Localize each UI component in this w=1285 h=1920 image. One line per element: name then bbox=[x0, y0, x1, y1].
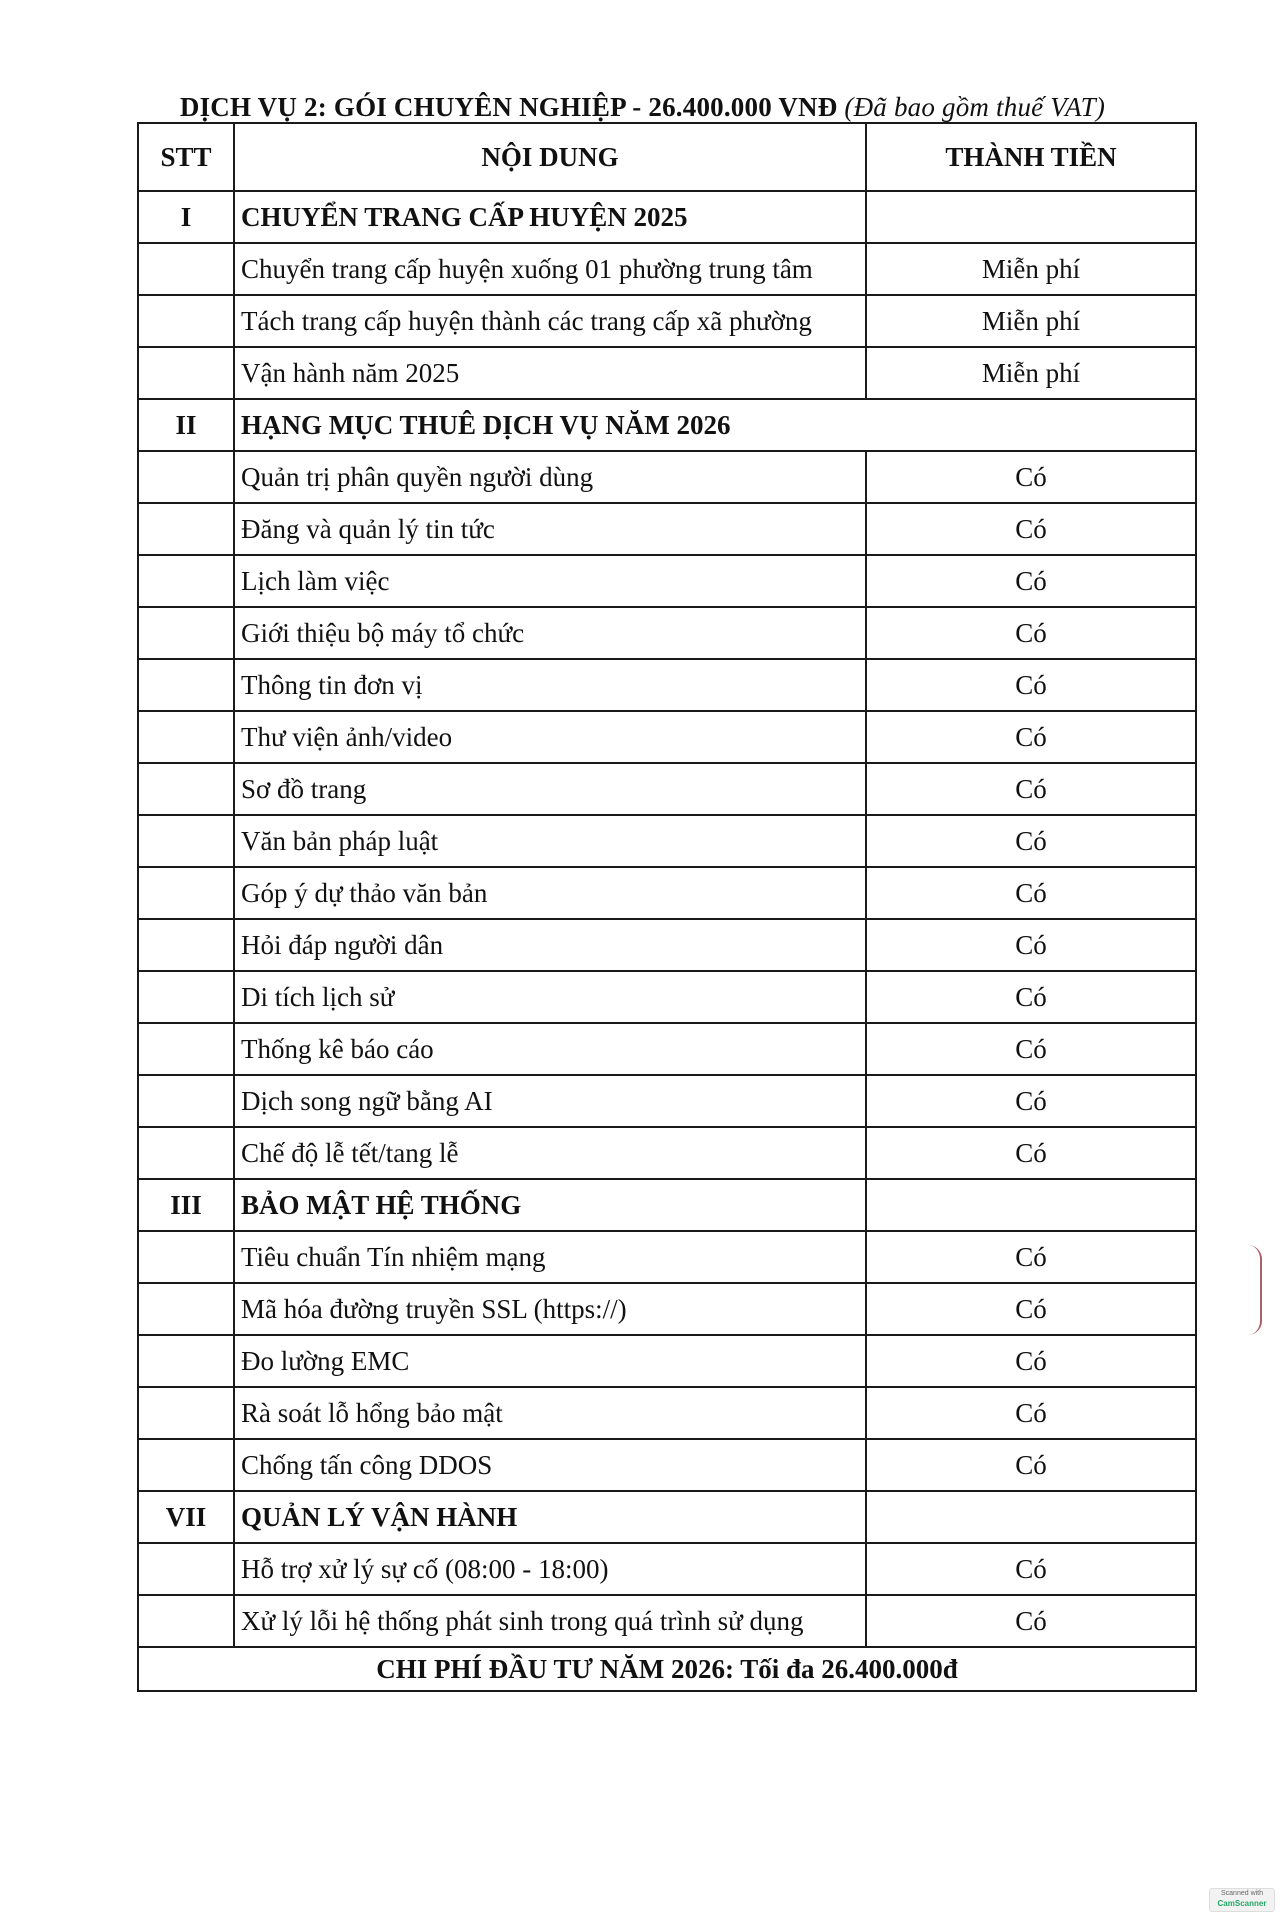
row-content: Chuyển trang cấp huyện xuống 01 phường trung tâm bbox=[234, 243, 866, 295]
row-price: Có bbox=[866, 867, 1196, 919]
row-content: Tiêu chuẩn Tín nhiệm mạng bbox=[234, 1231, 866, 1283]
row-content: Rà soát lỗ hổng bảo mật bbox=[234, 1387, 866, 1439]
table-row bbox=[138, 1075, 1196, 1127]
row-content: Giới thiệu bộ máy tổ chức bbox=[234, 607, 866, 659]
row-content: Chế độ lễ tết/tang lễ bbox=[234, 1127, 866, 1179]
table-header-row bbox=[138, 123, 1196, 191]
row-content: Mã hóa đường truyền SSL (https://) bbox=[234, 1283, 866, 1335]
table-row bbox=[138, 1595, 1196, 1647]
row-stt-empty bbox=[138, 1335, 234, 1387]
table-row bbox=[138, 295, 1196, 347]
table-row bbox=[138, 1387, 1196, 1439]
table-row bbox=[138, 711, 1196, 763]
table-row bbox=[138, 503, 1196, 555]
table-row bbox=[138, 867, 1196, 919]
scanner-watermark-brand: CamScanner bbox=[1217, 1899, 1267, 1908]
row-content: Đăng và quản lý tin tức bbox=[234, 503, 866, 555]
table-row bbox=[138, 243, 1196, 295]
table-row bbox=[138, 1439, 1196, 1491]
section-number: II bbox=[138, 399, 234, 451]
section-price-empty bbox=[866, 1179, 1196, 1231]
row-stt-empty bbox=[138, 867, 234, 919]
row-price: Có bbox=[866, 503, 1196, 555]
row-content: Thông tin đơn vị bbox=[234, 659, 866, 711]
row-stt-empty bbox=[138, 1075, 234, 1127]
table-row bbox=[138, 1231, 1196, 1283]
row-stt-empty bbox=[138, 503, 234, 555]
row-stt-empty bbox=[138, 243, 234, 295]
section-title: QUẢN LÝ VẬN HÀNH bbox=[234, 1491, 866, 1543]
table-row bbox=[138, 1543, 1196, 1595]
section-title: CHUYỂN TRANG CẤP HUYỆN 2025 bbox=[234, 191, 866, 243]
table-row bbox=[138, 1335, 1196, 1387]
row-content: Hỗ trợ xử lý sự cố (08:00 - 18:00) bbox=[234, 1543, 866, 1595]
row-price: Có bbox=[866, 659, 1196, 711]
row-stt-empty bbox=[138, 451, 234, 503]
row-price: Miễn phí bbox=[866, 243, 1196, 295]
row-price: Có bbox=[866, 1439, 1196, 1491]
section-row bbox=[138, 191, 1196, 243]
row-content: Quản trị phân quyền người dùng bbox=[234, 451, 866, 503]
table-row bbox=[138, 1283, 1196, 1335]
row-content: Hỏi đáp người dân bbox=[234, 919, 866, 971]
row-stt-empty bbox=[138, 607, 234, 659]
table-row bbox=[138, 607, 1196, 659]
row-stt-empty bbox=[138, 1283, 234, 1335]
table-row bbox=[138, 347, 1196, 399]
title-main: DỊCH VỤ 2: GÓI CHUYÊN NGHIỆP - 26.400.000 VNĐ bbox=[179, 92, 838, 122]
row-price: Có bbox=[866, 1387, 1196, 1439]
row-stt-empty bbox=[138, 555, 234, 607]
row-content: Góp ý dự thảo văn bản bbox=[234, 867, 866, 919]
row-price: Có bbox=[866, 971, 1196, 1023]
row-stt-empty bbox=[138, 295, 234, 347]
row-content: Thống kê báo cáo bbox=[234, 1023, 866, 1075]
section-row bbox=[138, 1491, 1196, 1543]
row-price: Có bbox=[866, 1127, 1196, 1179]
row-stt-empty bbox=[138, 1543, 234, 1595]
table-row bbox=[138, 919, 1196, 971]
row-price: Có bbox=[866, 555, 1196, 607]
row-price: Có bbox=[866, 1543, 1196, 1595]
table-row bbox=[138, 1023, 1196, 1075]
row-content: Thư viện ảnh/video bbox=[234, 711, 866, 763]
total-cost: CHI PHÍ ĐẦU TƯ NĂM 2026: Tối đa 26.400.000đ bbox=[138, 1647, 1196, 1691]
section-title: HẠNG MỤC THUÊ DỊCH VỤ NĂM 2026 bbox=[234, 399, 1196, 451]
row-price: Có bbox=[866, 711, 1196, 763]
section-row bbox=[138, 1179, 1196, 1231]
row-price: Có bbox=[866, 1283, 1196, 1335]
row-price: Có bbox=[866, 815, 1196, 867]
header-content: NỘI DUNG bbox=[234, 123, 866, 191]
row-stt-empty bbox=[138, 1023, 234, 1075]
row-price: Miễn phí bbox=[866, 347, 1196, 399]
table-row bbox=[138, 815, 1196, 867]
title-note: (Đã bao gồm thuế VAT) bbox=[844, 92, 1106, 122]
table-row bbox=[138, 659, 1196, 711]
row-price: Có bbox=[866, 1075, 1196, 1127]
row-stt-empty bbox=[138, 1595, 234, 1647]
row-stt-empty bbox=[138, 1387, 234, 1439]
section-title: BẢO MẬT HỆ THỐNG bbox=[234, 1179, 866, 1231]
section-number: VII bbox=[138, 1491, 234, 1543]
table-row bbox=[138, 555, 1196, 607]
row-content: Lịch làm việc bbox=[234, 555, 866, 607]
row-price: Có bbox=[866, 607, 1196, 659]
row-price: Có bbox=[866, 919, 1196, 971]
row-price: Có bbox=[866, 763, 1196, 815]
section-number: I bbox=[138, 191, 234, 243]
stamp-edge-mark bbox=[1248, 1245, 1262, 1335]
row-content: Vận hành năm 2025 bbox=[234, 347, 866, 399]
scanner-watermark-line1: Scanned with bbox=[1220, 1890, 1264, 1897]
row-content: Xử lý lỗi hệ thống phát sinh trong quá trình sử dụng bbox=[234, 1595, 866, 1647]
row-price: Có bbox=[866, 1231, 1196, 1283]
row-stt-empty bbox=[138, 347, 234, 399]
section-row bbox=[138, 399, 1196, 451]
section-price-empty bbox=[866, 191, 1196, 243]
table-row bbox=[138, 451, 1196, 503]
row-stt-empty bbox=[138, 815, 234, 867]
row-price: Miễn phí bbox=[866, 295, 1196, 347]
row-stt-empty bbox=[138, 711, 234, 763]
row-price: Có bbox=[866, 1335, 1196, 1387]
row-content: Dịch song ngữ bằng AI bbox=[234, 1075, 866, 1127]
table-row bbox=[138, 1127, 1196, 1179]
row-stt-empty bbox=[138, 1127, 234, 1179]
row-content: Đo lường EMC bbox=[234, 1335, 866, 1387]
page-title bbox=[0, 92, 1285, 123]
service-table bbox=[137, 122, 1197, 1692]
row-stt-empty bbox=[138, 919, 234, 971]
table-row bbox=[138, 971, 1196, 1023]
row-content: Sơ đồ trang bbox=[234, 763, 866, 815]
row-stt-empty bbox=[138, 763, 234, 815]
table-row bbox=[138, 763, 1196, 815]
header-stt: STT bbox=[138, 123, 234, 191]
row-stt-empty bbox=[138, 1439, 234, 1491]
section-price-empty bbox=[866, 1491, 1196, 1543]
total-row bbox=[138, 1647, 1196, 1691]
row-stt-empty bbox=[138, 659, 234, 711]
header-price: THÀNH TIỀN bbox=[866, 123, 1196, 191]
row-stt-empty bbox=[138, 1231, 234, 1283]
row-price: Có bbox=[866, 451, 1196, 503]
row-content: Văn bản pháp luật bbox=[234, 815, 866, 867]
row-price: Có bbox=[866, 1595, 1196, 1647]
row-stt-empty bbox=[138, 971, 234, 1023]
row-content: Tách trang cấp huyện thành các trang cấp xã phường bbox=[234, 295, 866, 347]
scanner-watermark bbox=[1209, 1888, 1275, 1912]
row-content: Chống tấn công DDOS bbox=[234, 1439, 866, 1491]
table-body bbox=[138, 191, 1196, 1691]
row-price: Có bbox=[866, 1023, 1196, 1075]
row-content: Di tích lịch sử bbox=[234, 971, 866, 1023]
section-number: III bbox=[138, 1179, 234, 1231]
